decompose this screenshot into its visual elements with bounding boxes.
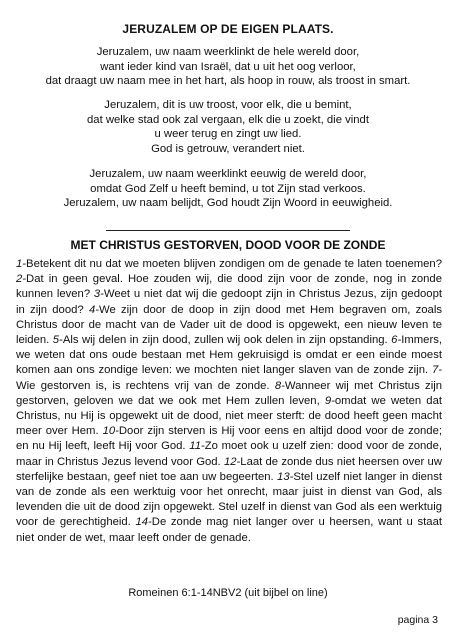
stanza-line: God is getrouw, verandert niet. <box>151 142 305 155</box>
stanza-line: dat draagt uw naam mee in het hart, als hoop in rouw, als troost in smart. <box>45 75 411 88</box>
stanza-line: Jeruzalem, uw naam belijdt, God houdt Zijn Woord in eeuwigheid. <box>63 197 393 210</box>
verse-number: 6- <box>391 334 402 347</box>
stanza-line: Jeruzalem, dit is uw troost, voor elk, die u bemint, <box>104 99 352 111</box>
stanza-line: dat welke stad ook zal vergaan, elk die u zoekt, die vindt <box>87 113 369 126</box>
verse-text: De zonde mag niet langer over u heersen, want u staat niet onder de wet, maar leeft onder de genade. <box>16 516 442 544</box>
verse-number: 3- <box>93 288 104 301</box>
verse-text: Dat in geen geval. Hoe zouden wij, die dood zijn voor de zonde, nog in zonde kunnen leven? <box>16 273 442 301</box>
verse-number: 4- <box>88 303 99 316</box>
verse-number: 12- <box>223 455 241 468</box>
verse-text: Immers, we weten dat ons oude bestaan met Hem gekruisigd is omdat er een einde moest komen aan ons zondige leven: we mochten niet langer slaven van de zonde zijn. <box>16 334 442 377</box>
verse-number: 1- <box>16 258 27 270</box>
verse-number: 13- <box>277 470 294 483</box>
verse-number: 7- <box>431 364 442 377</box>
stanza-2 <box>0 98 456 156</box>
heading-met-christus: MET CHRISTUS GESTORVEN, DOOD VOOR DE ZONDE <box>70 238 386 252</box>
verse-number: 9- <box>324 394 335 407</box>
stanza-line: u weer terug en zingt uw lied. <box>154 128 302 141</box>
heading-jeruzalem: JERUZALEM OP DE EIGEN PLAATS. <box>122 22 334 36</box>
verse-number: 5- <box>52 334 63 347</box>
scripture-reference: Romeinen 6:1-14NBV2 (uit bijbel on line) <box>128 587 328 599</box>
verse-number: 10- <box>102 425 119 438</box>
verse-text: Als wij delen in zijn dood, zullen wij ook delen in zijn opstanding. <box>62 334 392 347</box>
verse-number: 14- <box>135 516 152 529</box>
divider-rule <box>106 230 350 231</box>
verse-text: Wanneer wij met Christus zijn gestorven, geloven we dat we ook met Hem zullen leven, <box>16 379 442 407</box>
verse-text: Betekent dit nu dat we moeten blijven zondigen om de genade te laten toenemen? <box>26 258 442 270</box>
verse-text: We zijn door de doop in zijn dood met Hem begraven om, zoals Christus door de macht van de Vader uit de dood is opgewekt, een nieuw leven te leiden. <box>16 303 442 347</box>
verse-text: Weet u niet dat wij die gedoopt zijn in Christus Jezus, zijn gedoopt in zijn dood? <box>16 288 442 316</box>
verse-text: Laat de zonde dus niet heersen over uw sterfelijke bestaan, geef niet toe aan uw begeerten. <box>16 455 442 483</box>
stanza-line: Jeruzalem, uw naam weerklinkt eeuwig de wereld door, <box>89 168 367 180</box>
verse-number: 11- <box>189 440 205 453</box>
scripture-passage <box>16 257 442 546</box>
stanza-line: Jeruzalem, uw naam weerklinkt de hele wereld door, <box>96 46 360 58</box>
verse-number: 8- <box>274 379 285 392</box>
stanza-line: omdat God Zelf u heeft bemind, u tot Zijn stad verkoos. <box>90 182 366 195</box>
stanza-1 <box>0 45 456 89</box>
verse-text: Zo moet ook u uzelf zien: dood voor de zonde, maar in Christus Jezus levend voor God. <box>16 440 442 468</box>
verse-number: 2- <box>16 273 27 286</box>
verse-text: omdat we weten dat Christus, nu Hij is opgewekt uit de dood, niet meer sterft: de dood heeft geen macht meer over Hem. <box>16 394 442 438</box>
verse-text: Wie gestorven is, is rechtens vrij van de zonde. <box>16 379 275 392</box>
stanza-line: want ieder kind van Israël, dat u uit het oog verloor, <box>100 60 356 73</box>
stanza-3 <box>0 167 456 211</box>
verse-text: Door zijn sterven is Hij voor eens en altijd dood voor de zonde; en nu Hij leeft, leeft Hij voor God. <box>16 425 442 453</box>
page-number: pagina 3 <box>397 614 438 626</box>
verse-text: Stel uzelf niet langer in dienst van de zonde als een werktuig voor het onrecht, maar juist in dienst van God, als levenden die uit de dood zijn opgewekt. Stel uzelf in dienst van God als een werktuig voor de gerechtigheid. <box>16 470 442 529</box>
